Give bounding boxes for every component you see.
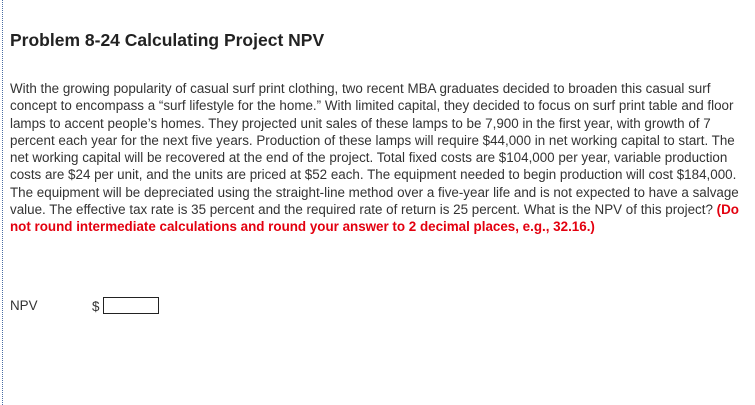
npv-answer-row <box>10 296 310 318</box>
currency-symbol: $ <box>92 299 100 314</box>
problem-title: Problem 8-24 Calculating Project NPV <box>10 30 325 50</box>
npv-label: NPV <box>10 298 38 313</box>
problem-statement <box>10 80 748 236</box>
left-dotted-border <box>2 0 3 405</box>
npv-input[interactable] <box>103 297 159 314</box>
problem-body: With the growing popularity of casual surf print clothing, two recent MBA graduates decided to broaden this casual surf concept to encompass a “surf lifestyle for the home.” With limited capital, they decided to focus on surf print table and floor lamps to accent people’s homes. They projected unit sales of these lamps to be 7,900 in the first year, with growth of 7 percent each year for the next five years. Production of these lamps will require $44,000 in net working capital to start. The net working capital will be recovered at the end of the project. Total fixed costs are $104,000 per year, variable production costs are $24 per unit, and the units are priced at $52 each. The equipment needed to begin production will cost $184,000. The equipment will be depreciated using the straight-line method over a five-year life and is not expected to have a salvage value. The effective tax rate is 35 percent and the required rate of return is 25 percent. What is the NPV of this project? <box>10 81 739 218</box>
rounding-instruction: (Do not round intermediate calculations and round your answer to 2 decimal places, e.g., 32.16.) <box>10 202 739 235</box>
